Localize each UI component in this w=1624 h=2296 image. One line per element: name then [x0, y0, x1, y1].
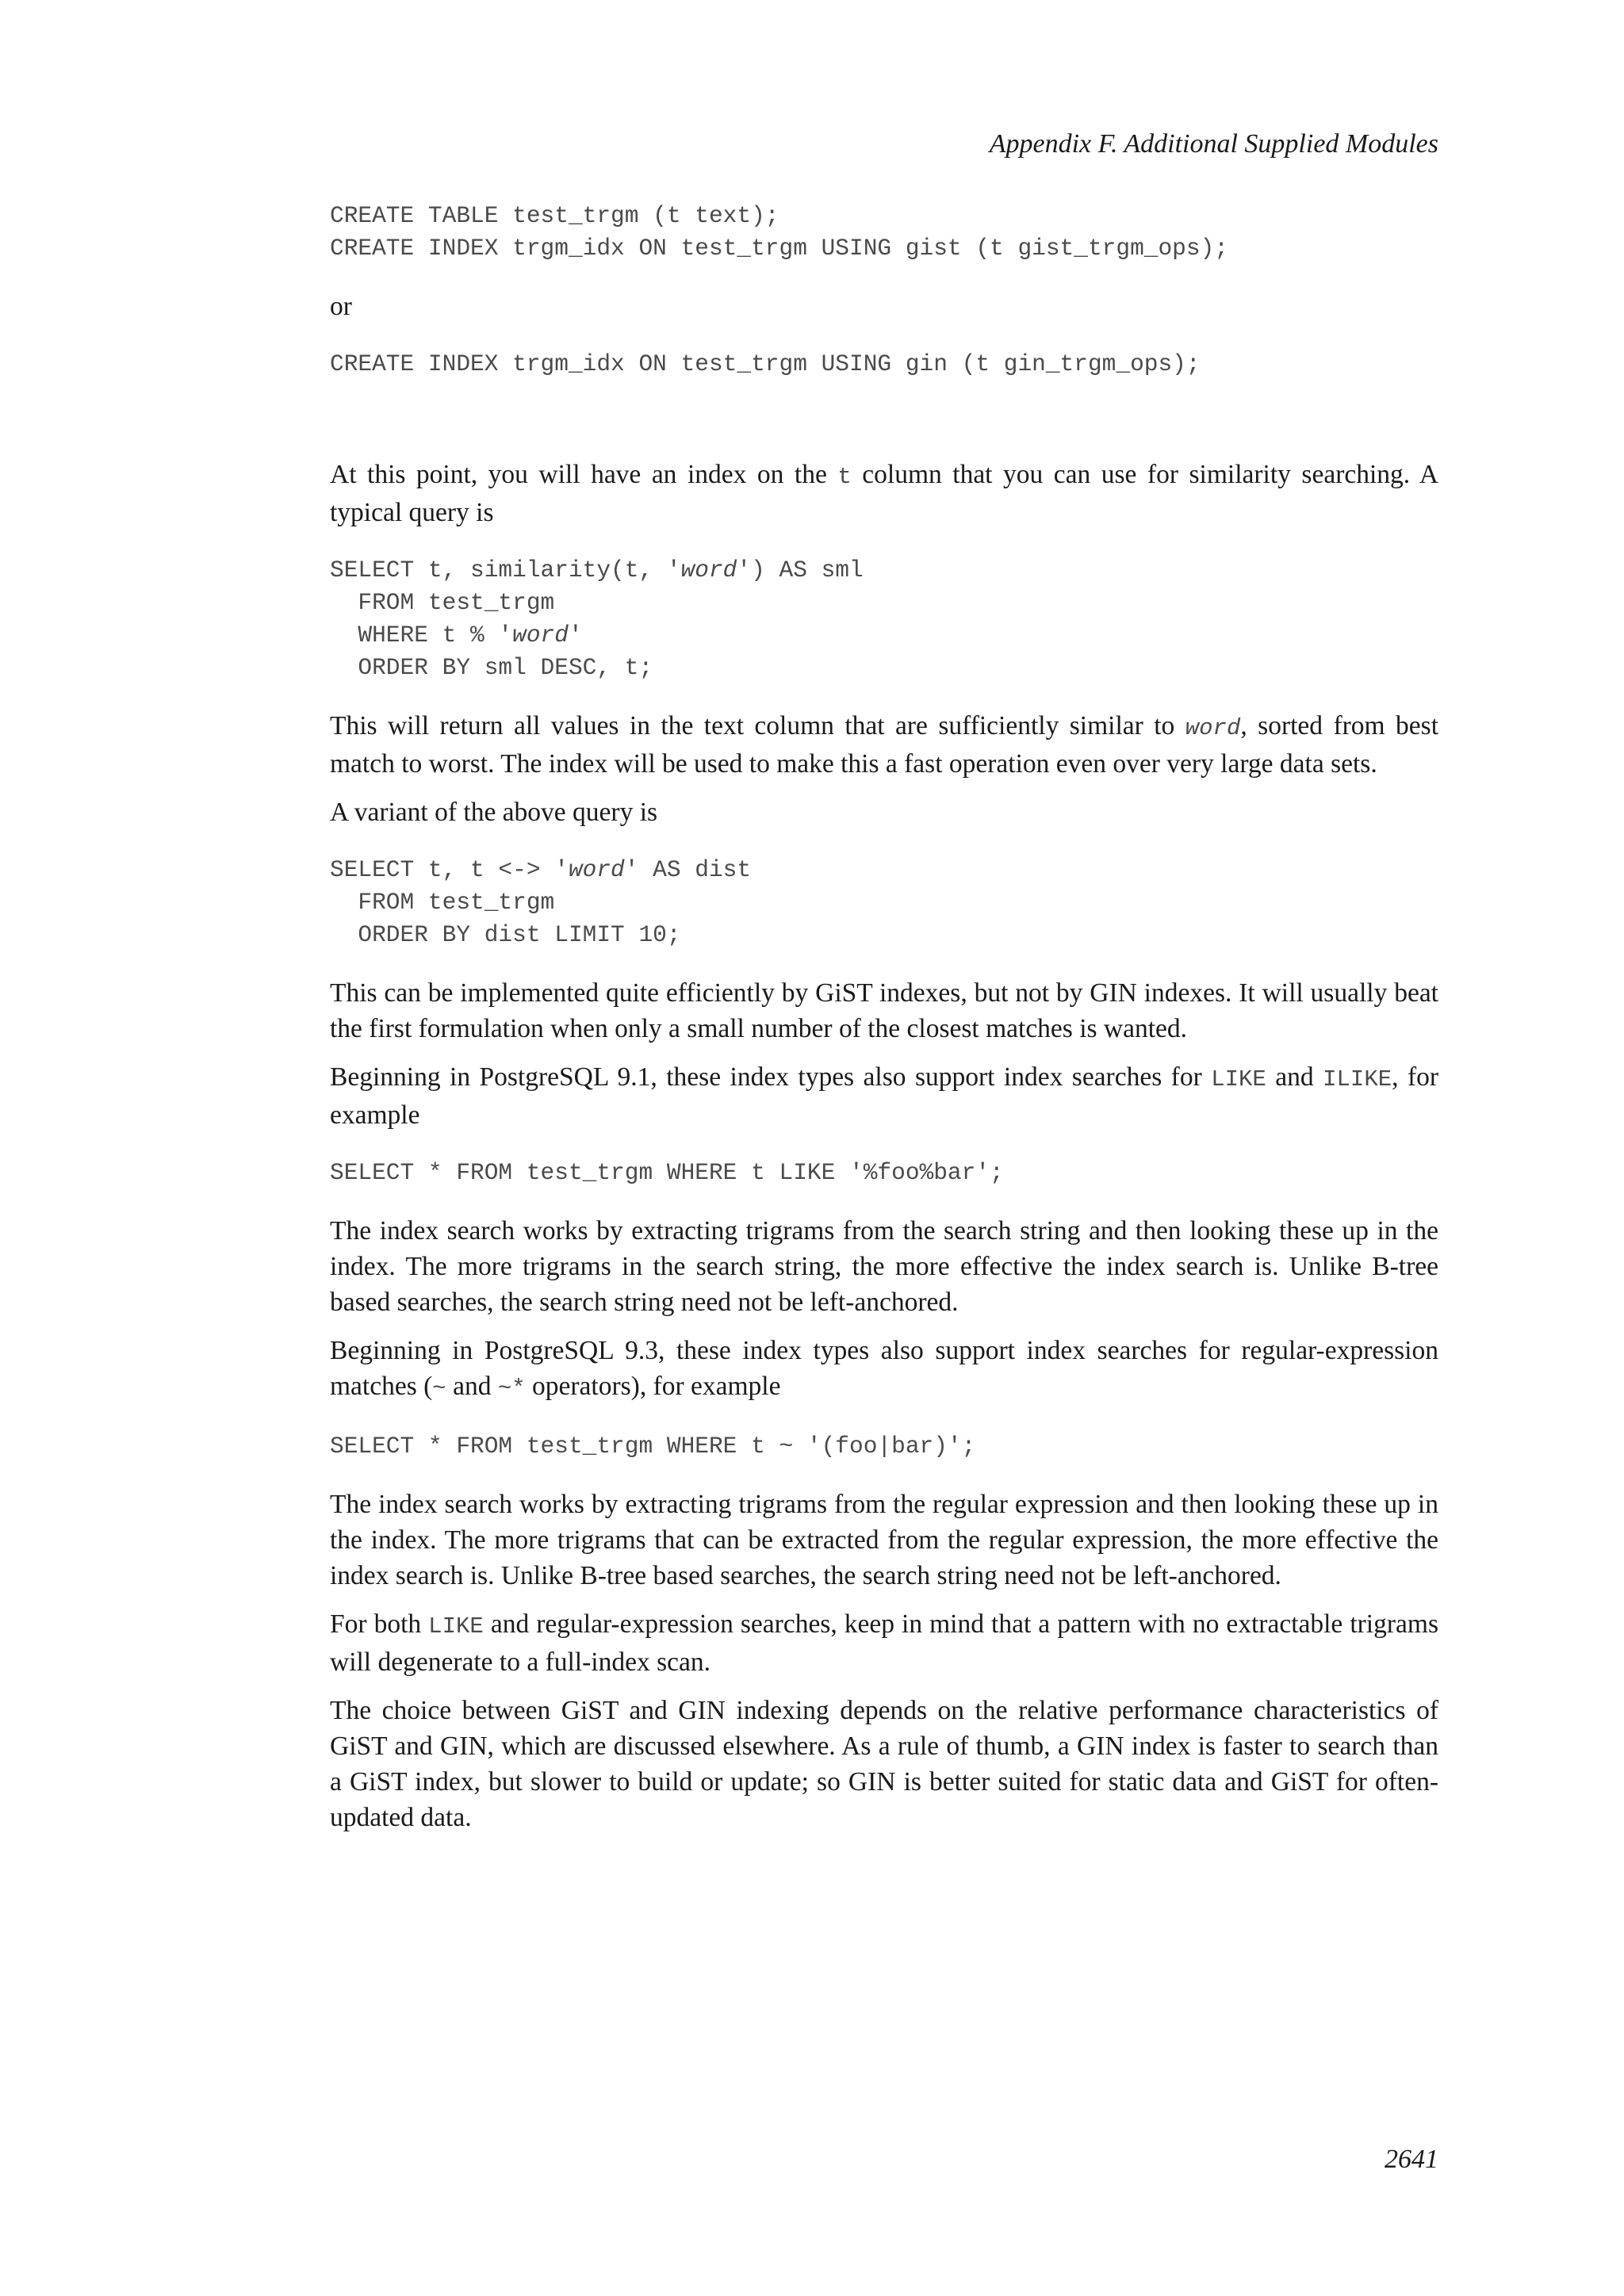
document-body: [330, 200, 1438, 1835]
code-block-regex-query: [330, 1430, 1438, 1463]
inline-code-like: LIKE: [1211, 1066, 1266, 1093]
code-block-create-gin: [330, 348, 1438, 381]
code-placeholder-word: word: [512, 622, 569, 649]
code-block-like-query: [330, 1157, 1438, 1189]
paragraph-index-intro: At this point, you will have an index on the t column that you can use for similarity searching. A typical query is: [330, 460, 1439, 527]
paragraph-gist-efficiency: This can be implemented quite efficiently by GiST indexes, but not by GIN indexes. It will usually beat the first formulation when only a small number of the closest matches is wanted.: [330, 978, 1438, 1043]
code-line: CREATE INDEX trgm_idx ON test_trgm USING gist (t gist_trgm_ops);: [330, 235, 1228, 262]
paragraph-degenerate-scan: For both LIKE and regular-expression searches, keep in mind that a pattern with no extractable trigrams will degenerate to a full-index scan.: [330, 1609, 1438, 1677]
running-header: Appendix F. Additional Supplied Modules: [989, 129, 1438, 159]
inline-code-t: t: [837, 464, 852, 490]
inline-code-word: word: [1185, 715, 1241, 741]
paragraph-or: or: [330, 292, 352, 321]
inline-code-like: LIKE: [428, 1613, 484, 1640]
code-line: SELECT * FROM test_trgm WHERE t ~ '(foo|bar)';: [330, 1433, 976, 1460]
code-placeholder-word: word: [568, 856, 625, 883]
paragraph-gist-vs-gin: The choice between GiST and GIN indexing depends on the relative performance characteristics of GiST and GIN, which are discussed elsewhere. As a rule of thumb, a GIN index is faster to search than a GiST index, but slower to build or update; so GIN is better suited for static data and GiST for often-updated data.: [330, 1696, 1438, 1832]
inline-code-tilde: ~: [432, 1376, 446, 1402]
paragraph-like-support: Beginning in PostgreSQL 9.1, these index types also support index searches for LIKE and ILIKE, for example: [330, 1062, 1439, 1130]
code-block-distance-query: SELECT t, t <-> 'word' AS dist FROM test_trgm ORDER BY dist LIMIT 10;: [330, 856, 752, 948]
inline-code-ilike: ILIKE: [1323, 1066, 1392, 1093]
code-line: CREATE INDEX trgm_idx ON test_trgm USING gin (t gin_trgm_ops);: [330, 350, 1201, 377]
paragraph-variant: A variant of the above query is: [330, 798, 658, 827]
paragraph-search-string: The index search works by extracting trigrams from the search string and then looking these up in the index. The more trigrams in the search string, the more effective the index search is. Unlike B-tree based searches, the search string need not be left-anchored.: [330, 1216, 1438, 1317]
code-line: SELECT * FROM test_trgm WHERE t LIKE '%foo%bar';: [330, 1159, 1004, 1186]
inline-code-tilde-star: ~*: [497, 1376, 526, 1402]
paragraph-return-values: This will return all values in the text column that are sufficiently similar to word, sorted from best match to worst. The index will be used to make this a fast operation even over very large data sets.: [330, 711, 1438, 779]
code-block-similarity-query: SELECT t, similarity(t, 'word') AS sml FROM test_trgm WHERE t % 'word' ORDER BY sml DESC, t;: [330, 557, 864, 681]
code-placeholder-word: word: [680, 557, 737, 584]
paragraph-regex-support: Beginning in PostgreSQL 9.3, these index types also support index searches for regular-expression matches (~ and ~* operators), for example: [330, 1336, 1438, 1402]
page-number: 2641: [1385, 2145, 1438, 2174]
code-block-create-gist: [330, 200, 1438, 265]
paragraph-regex-extraction: The index search works by extracting trigrams from the regular expression and then looking these up in the index. The more trigrams that can be extracted from the regular expression, the more effective the index search is. Unlike B-tree based searches, the search string need not be left-anchored.: [330, 1490, 1438, 1590]
code-line: CREATE TABLE test_trgm (t text);: [330, 202, 779, 229]
